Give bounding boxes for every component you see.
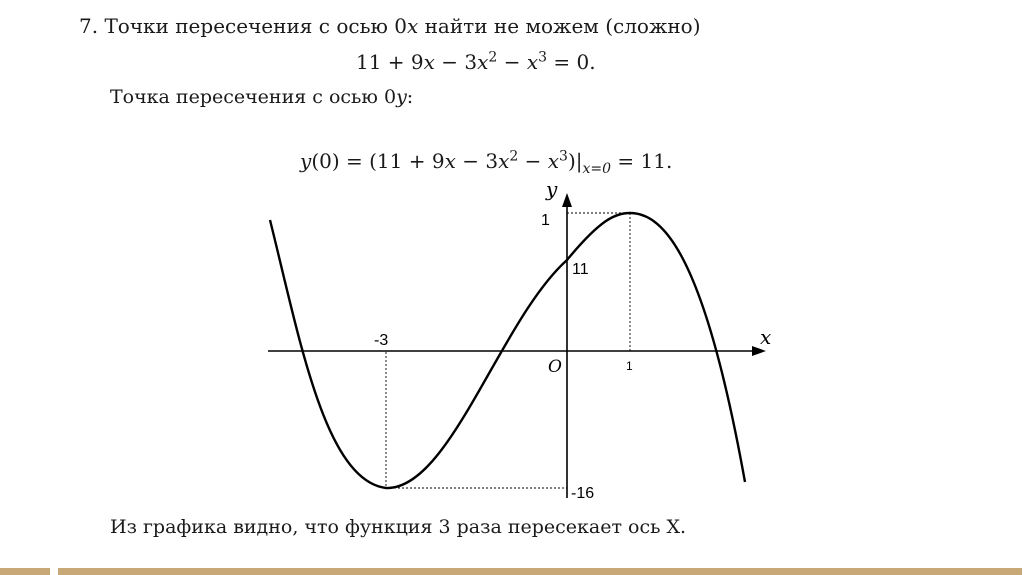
eq2-lhs: y — [300, 149, 312, 173]
eq1-part: − 3 — [434, 50, 478, 74]
eq2-var: x — [547, 149, 560, 173]
eq1-var: x — [423, 50, 435, 74]
eq2-var: x — [498, 149, 510, 173]
eq2-subscript: x=0 — [582, 160, 612, 177]
y-axis-name: y — [546, 177, 558, 201]
eq1-part: − — [497, 50, 527, 74]
eq1-power: 2 — [488, 49, 498, 66]
oy-var: y — [396, 86, 407, 108]
x-axis-name: x — [760, 325, 772, 349]
y-axis-arrow — [562, 193, 572, 207]
eq1-power: 3 — [538, 49, 548, 66]
eq1-var: x — [477, 50, 489, 74]
eq2-var: x — [444, 149, 456, 173]
conclusion-text: Из графика видно, что функция 3 раза пересекает ось X. — [110, 516, 687, 538]
eq1-part: 11 + 9 — [356, 50, 424, 74]
heading-tail: найти не можем (сложно) — [418, 14, 701, 38]
eq1-var: x — [526, 50, 539, 74]
oy-colon: : — [406, 86, 414, 108]
eq2-power: 2 — [509, 148, 519, 165]
eq1-part: = 0. — [547, 50, 596, 74]
tick-y-11: 11 — [572, 261, 589, 278]
eq2-power: 3 — [559, 148, 568, 165]
tick-minus-3: -3 — [374, 332, 389, 349]
heading-var: x — [406, 14, 419, 38]
eq2-part: − 3 — [455, 149, 499, 173]
eq2-part: )| — [567, 149, 583, 173]
tick-x-1: 1 — [626, 359, 633, 373]
heading-text: 7. Точки пересечения с осью 0 — [79, 14, 407, 38]
eq2-part: = 11. — [611, 149, 673, 173]
tick-y-1: 1 — [541, 212, 550, 229]
origin-label: O — [548, 357, 562, 377]
tick-y-minus-16: -16 — [571, 485, 595, 502]
eq2-part: − — [518, 149, 548, 173]
eq2-part: (0) = (11 + 9 — [311, 149, 445, 173]
oy-text: Точка пересечения с осью 0 — [110, 86, 397, 108]
